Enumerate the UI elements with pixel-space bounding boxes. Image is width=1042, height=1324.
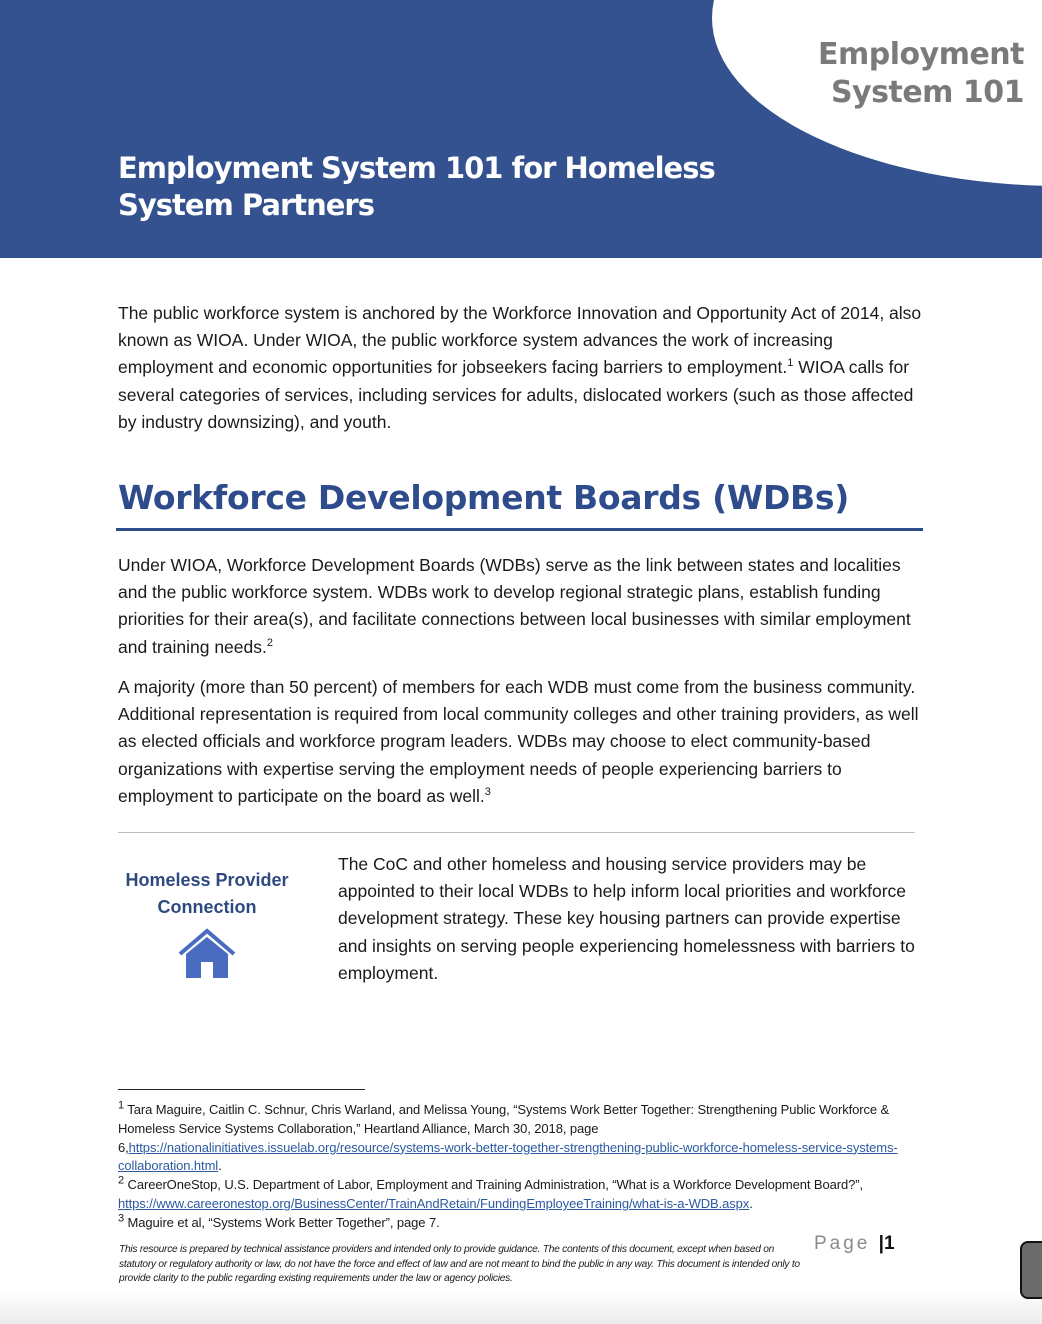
- intro-text: The public workforce system is anchored by the Workforce Innovation and Opportunity Act of 2014, also known as WIOA. Under WIOA, the public workforce system advances the work of increasing employment and economic opportunities for jobseekers facing barriers to employment.: [118, 303, 922, 378]
- footnote-punct: .: [749, 1195, 753, 1211]
- footnote-2: [118, 1176, 918, 1214]
- footnote-number: 1: [118, 1099, 125, 1112]
- footnote-ref[interactable]: 1: [787, 357, 794, 370]
- footnote-text: Tara Maguire, Caitlin C. Schnur, Chris Warland, and Melissa Young, “Systems Work Better Together: Strengthening Public Workforce & Homeless Service Systems Collaboration,” Heartland Alliance, March 30, 2018, page 6,: [118, 1102, 890, 1155]
- paragraph-text: A majority (more than 50 percent) of members for each WDB must come from the business community. Additional representation is required from local community colleges and other training providers, as well as elected officials and workforce program leaders. WDBs may choose to elect community-based organizations with expertise serving the employment needs of people experiencing barriers to employment to participate on the board as well.: [118, 677, 919, 806]
- footnote-punct: .: [218, 1158, 222, 1174]
- brand-line-2: System 101: [830, 75, 1024, 110]
- page-label: Page: [814, 1233, 871, 1254]
- footnote-1: [118, 1101, 918, 1176]
- wdb-paragraph-2: [118, 674, 928, 810]
- paragraph-text: Under WIOA, Workforce Development Boards (WDBs) serve as the link between states and localities and the public workforce system. WDBs work to develop regional strategic plans, establish funding priorities for their area(s), and facilitate connections between local businesses with similar employment and training needs.: [118, 555, 911, 657]
- footnote-number: 2: [118, 1174, 125, 1187]
- viewer-bottom-edge: [0, 1290, 1042, 1324]
- footnotes: [118, 1101, 918, 1233]
- brand-label: [818, 36, 1024, 112]
- footnote-ref[interactable]: 3: [484, 785, 491, 798]
- footnote-text: CareerOneStop, U.S. Department of Labor, Employment and Training Administration, “What is a Workforce Development Board?”,: [124, 1177, 863, 1193]
- footnote-text: Maguire et al, “Systems Work Better Together”, page 7.: [124, 1214, 440, 1230]
- divider: [118, 832, 915, 833]
- wdb-paragraph-1: [118, 552, 928, 661]
- house-icon: [178, 928, 236, 985]
- page-number-value: 1: [883, 1233, 895, 1254]
- footnote-ref[interactable]: 2: [266, 636, 273, 649]
- header-banner: [0, 0, 1042, 258]
- intro-paragraph: [118, 300, 928, 436]
- heading-underline: [116, 528, 923, 531]
- section-heading: Workforce Development Boards (WDBs): [118, 478, 850, 517]
- page-number: [814, 1233, 895, 1255]
- footnote-link[interactable]: https://www.careeronestop.org/BusinessCenter/TrainAndRetain/FundingEmployeeTraining/what-is-a-WDB.aspx: [118, 1195, 750, 1211]
- page-title: Employment System 101 for Homeless System Partners: [118, 151, 715, 222]
- viewer-side-button[interactable]: [1020, 1241, 1042, 1299]
- footnote-number: 3: [118, 1212, 125, 1225]
- footnote-separator: [118, 1089, 365, 1090]
- page-separator: |: [878, 1233, 884, 1254]
- footnote-link[interactable]: https://nationalinitiatives.issuelab.org/resource/systems-work-better-together-strengthening-public-workforce-homeless-service-systems-collaboration.html: [118, 1139, 898, 1174]
- disclaimer: This resource is prepared by technical assistance providers and intended only to provide guidance. The contents of this document, except when based on statutory or regulatory authority or law, do not have the force and effect of law and are not meant to bind the public in any way. This document is intended only to provide clarity to the public regarding existing requirements under the law or agency policies.: [119, 1244, 800, 1285]
- brand-line-1: Employment: [818, 37, 1024, 72]
- callout-title: Homeless Provider Connection: [125, 870, 289, 917]
- intro-text-cont: WIOA calls for several categories of services, including services for adults, dislocated workers (such as those affected by industry downsizing), and youth.: [118, 357, 914, 432]
- footnote-3: [118, 1214, 918, 1233]
- callout-text: The CoC and other homeless and housing service providers may be appointed to their local WDBs to help inform local priorities and workforce development strategy. These key housing partners can provide expertise and insights on serving people experiencing homelessness with barriers to employment.: [338, 854, 915, 983]
